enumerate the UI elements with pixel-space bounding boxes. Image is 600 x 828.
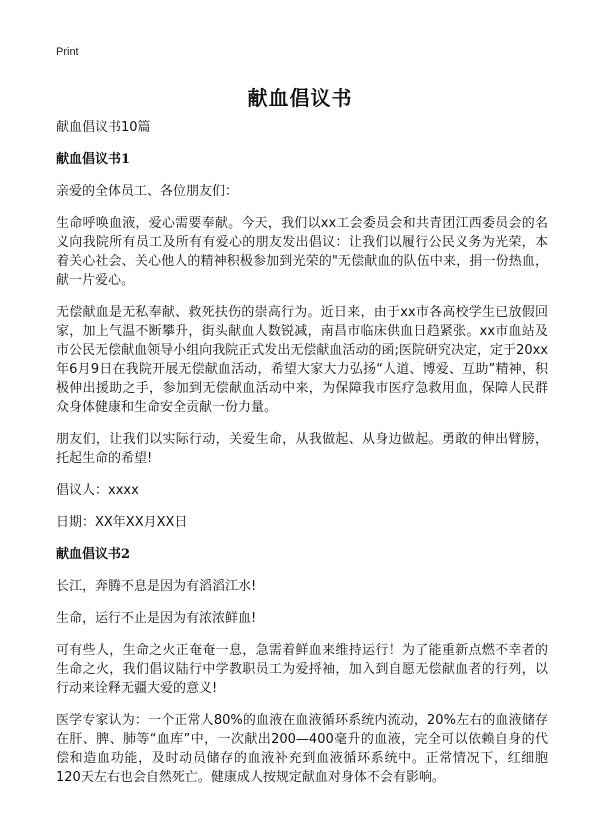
- document-body: [56, 118, 548, 800]
- print-label[interactable]: Print: [56, 46, 79, 58]
- initiator-line: 倡议人：xxxx: [56, 483, 139, 498]
- paragraph: 长江，奔腾不息是因为有滔滔江水!: [56, 579, 257, 594]
- greeting: 亲爱的全体员工、各位朋友们：: [56, 184, 239, 199]
- section-heading-2: 献血倡议书2: [56, 547, 131, 562]
- document-subtitle: 献血倡议书10篇: [56, 120, 151, 135]
- paragraph: 无偿献血是无私奉献、救死扶伤的崇高行为。近日来，由于xx市各高校学生已放假回家，加上气温不断攀升，街头献血人数锐减，南昌市临床供血日趋紧张。xx市血站及市公民无偿献血领导小组向我院正式发出无偿献血活动的函;医院研究决定，定于20xx年6月9日在我院开展无偿献血活动，希望大家大力弘扬“人道、博爱、互助”精神，积极伸出援助之手，参加到无偿献血活动中来，为保障我市医疗急救用血，保障人民群众身体健康和生命安全贡献一份力量。: [56, 305, 548, 415]
- paragraph: 生命呼唤血液，爱心需要奉献。今天，我们以xx工会委员会和共青团江西委员会的名义向我院所有员工及所有有爱心的朋友发出倡议：让我们以履行公民义务为光荣，本着关心社会、关心他人的精神积极参加到光荣的"无偿献血的队伍中来，捐一份热血，献一片爱心。: [56, 216, 548, 288]
- paragraph: 可有些人，生命之火正奄奄一息，急需着鲜血来维持运行！为了能重新点燃不幸者的生命之火，我们倡议陆行中学教职员工为爱捋袖，加入到自愿无偿献血者的行列，以行动来诠释无疆大爱的意义!: [56, 643, 548, 696]
- paragraph: 医学专家认为：一个正常人80%的血液在血液循环系统内流动，20%左右的血液储存在肝、脾、肺等“血库”中，一次献出200—400毫升的血液，完全可以依赖自身的代偿和造血功能，及时动员储存的血液补充到血液循环系统中。正常情况下，红细胞120天左右也会自然死亡。健康成人按规定献血对身体不会有影响。: [56, 713, 548, 785]
- paragraph: 朋友们，让我们以实际行动，关爱生命，从我做起、从身边做起。勇敢的伸出臂膀，托起生命的希望!: [56, 432, 548, 466]
- paragraph: 生命，运行不止是因为有浓浓鲜血!: [56, 611, 257, 626]
- date-line: 日期：XX年XX月XX日: [56, 515, 188, 530]
- document-title: 献血倡议书: [247, 86, 353, 110]
- section-heading-1: 献血倡议书1: [56, 152, 131, 167]
